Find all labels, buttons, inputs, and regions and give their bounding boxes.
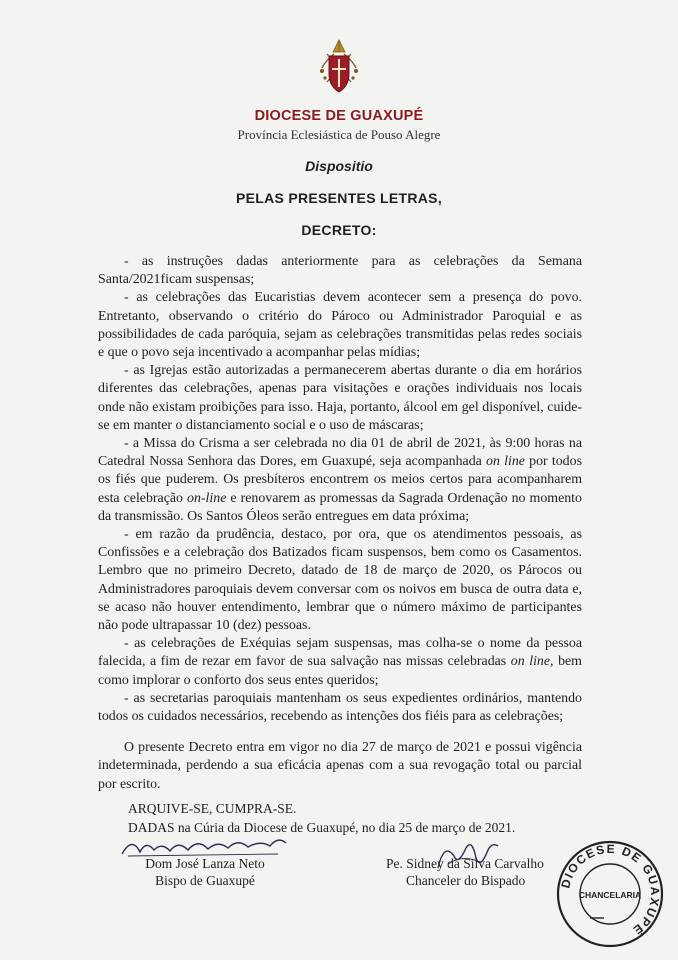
decree-body <box>98 253 582 794</box>
decree-item: - as celebrações das Eucaristias devem acontecer sem a presença do povo. Entretanto, observando o critério do Pároco ou Administrador Paroquial e as possibilidades de cada paróquia, sejam as celebrações transmitidas pelas redes sociais e que o povo seja incentivado a acompanhar pelas mídias; <box>98 290 582 361</box>
decree-item: - as celebrações de Exéquias sejam suspensas, mas colha-se o nome da pessoa falecida, a fim de rezar em favor de sua salvação nas missas celebradas on line, bem como implorar o conforto dos seus entes queridos; <box>98 636 582 688</box>
dadas-line: DADAS na Cúria da Diocese de Guaxupé, no dia 25 de março de 2021. <box>128 820 516 835</box>
dispositio-heading: Dispositio <box>305 158 373 174</box>
closing-paragraph: O presente Decreto entra em vigor no dia 27 de março de 2021 e possui vigência indeterminada, perdendo a sua eficácia apenas com a sua revogação total ou parcial por escrito. <box>98 740 582 792</box>
decree-item: - as secretarias paroquiais mantenham os seus expedientes ordinários, mantendo todos os cuidados necessários, recebendo as intenções dos fiéis para as celebrações; <box>98 690 582 725</box>
decree-item: - as instruções dadas anteriormente para as celebrações da Semana Santa/2021ficam suspensas; <box>98 254 582 288</box>
svg-text:CHANCELARIA: CHANCELARIA <box>578 890 642 900</box>
decree-item: - em razão da prudência, destaco, por ora, que os atendimentos pessoais, as Confissões e a celebração dos Batizados ficam suspensos, bem como os Casamentos. Lembro que no primeiro Decreto, datado de 18 de março de 2020, os Párocos ou Administradores paroquiais devem conversar com os noivos em busca de outra data e, se acaso não houver entendimento, lembrar que o número máximo de participantes não pode ultrapassar 10 (dez) pessoas. <box>98 527 582 634</box>
decree-item: - a Missa do Crisma a ser celebrada no dia 01 de abril de 2021, às 9:00 horas na Catedral Nossa Senhora das Dores, em Guaxupé, seja acompanhada on line por todos os fiés que puderem. Os presbíteros encontrem os meios certos para acompanharem esta celebração on-line e renovarem as promessas da Sagrada Ordenação no momento da transmissão. Os Santos Óleos serão entregues em data próxima; <box>98 436 582 524</box>
bishop-name: Dom José Lanza Neto <box>145 856 265 871</box>
org-subtitle: Província Eclesiástica de Pouso Alegre <box>237 127 441 142</box>
chancellor-name: Pe. Sidney da Silva Carvalho <box>386 856 544 871</box>
arquive-line: ARQUIVE-SE, CUMPRA-SE. <box>128 801 297 816</box>
decree-item: - as Igrejas estão autorizadas a permanecerem abertas durante o dia em horários diferentes das celebrações, apenas para visitações e orações individuais nos locais onde não existam proibições para isso. Haja, portanto, álcool em gel disponível, cuide-se em manter o distanciamento social e o uso de máscaras; <box>98 363 582 433</box>
chancery-seal-stamp <box>554 838 666 950</box>
bishop-mitre-crest-icon <box>316 38 362 104</box>
decree-title: DECRETO: <box>301 222 377 238</box>
chancellor-signature-block <box>386 855 566 889</box>
letters-heading: PELAS PRESENTES LETRAS, <box>235 190 443 206</box>
chancellor-role: Chanceler do Bispado <box>406 873 526 888</box>
bishop-role: Bispo de Guaxupé <box>155 873 255 888</box>
bishop-signature-block <box>130 855 280 889</box>
svg-text:DIOCESE DE GUAXUPÉ: DIOCESE DE GUAXUPÉ <box>558 841 663 939</box>
org-name: DIOCESE DE GUAXUPÉ <box>254 108 424 124</box>
